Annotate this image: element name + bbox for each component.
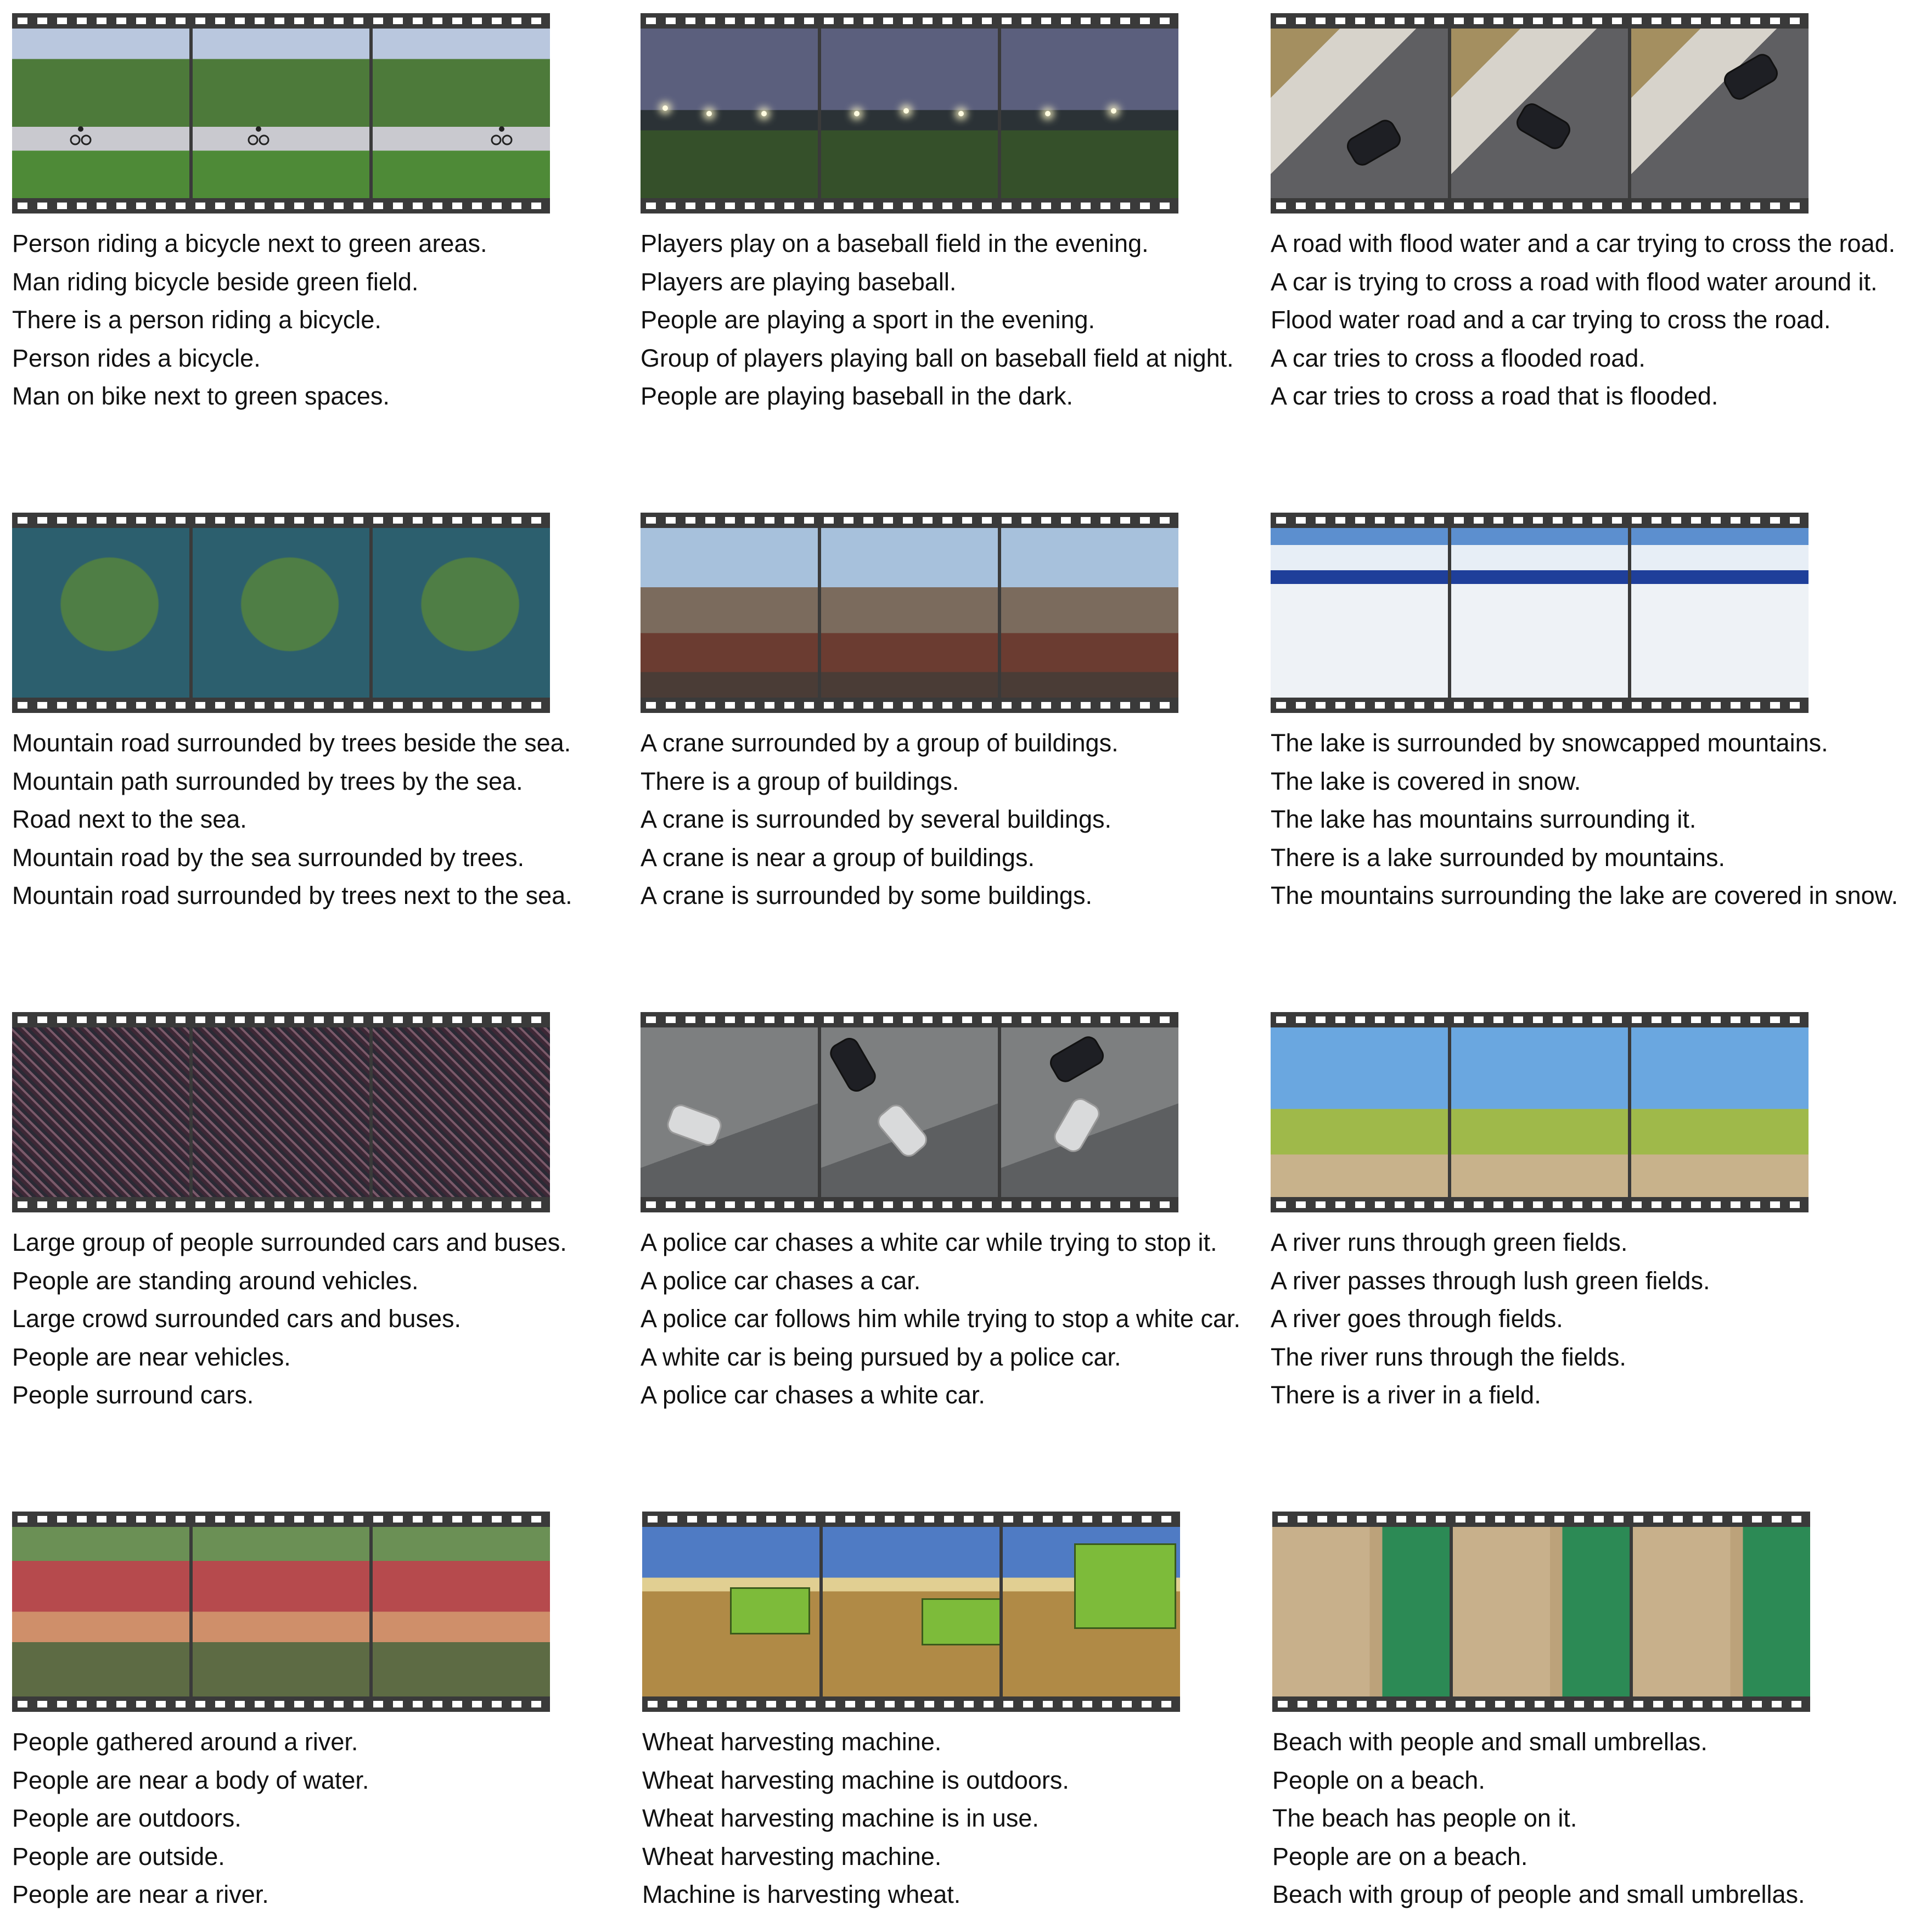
caption-list (641, 1223, 1266, 1414)
caption: There is a group of buildings. (641, 767, 959, 795)
video-frame-2 (1451, 29, 1628, 198)
caption: Flood water road and a car trying to cross the road. (1271, 306, 1831, 334)
sprocket-holes (1271, 13, 1809, 29)
caption: A police car chases a white car while trying to stop it. (641, 1228, 1217, 1256)
caption-list (12, 724, 638, 915)
sprocket-holes (12, 13, 550, 29)
video-frame-3 (1001, 1027, 1178, 1197)
caption: Person rides a bicycle. (12, 344, 261, 372)
caption: Wheat harvesting machine. (642, 1728, 942, 1756)
caption: Man riding bicycle beside green field. (12, 267, 419, 296)
sprocket-holes (1271, 198, 1809, 214)
caption: Players are playing baseball. (641, 267, 957, 296)
car-icon (873, 1100, 931, 1161)
sprocket-holes (12, 1197, 550, 1212)
panel-cyclist (12, 13, 638, 415)
caption-list (641, 224, 1266, 415)
caption: Group of players playing ball on baseball field at night. (641, 344, 1234, 372)
caption: People are outside. (12, 1842, 225, 1870)
caption: People are near a river. (12, 1880, 269, 1908)
video-frame-3 (1001, 29, 1178, 198)
video-frame-3 (1003, 1527, 1180, 1696)
harvester-icon (922, 1598, 1000, 1645)
panel-wheat-harvest (642, 1512, 1268, 1914)
caption-list (641, 724, 1266, 915)
panel-river-fields (1271, 1012, 1896, 1414)
caption: People are playing a sport in the evening. (641, 306, 1096, 334)
sprocket-holes (641, 1197, 1178, 1212)
filmstrip (641, 1012, 1178, 1212)
caption: People are near vehicles. (12, 1342, 291, 1371)
caption-list (1272, 1723, 1898, 1914)
video-frame-3 (1631, 29, 1809, 198)
caption: A police car chases a car. (641, 1266, 921, 1295)
sprocket-holes (1272, 1696, 1810, 1712)
panel-crane (641, 513, 1266, 915)
car-icon (1047, 1033, 1108, 1086)
video-frame-2 (193, 1527, 370, 1696)
cyclist-icon (70, 125, 92, 147)
caption: Wheat harvesting machine. (642, 1842, 942, 1870)
filmstrip (642, 1512, 1180, 1712)
video-frame-1 (1272, 1527, 1450, 1696)
video-frame-1 (12, 528, 189, 698)
caption: Players play on a baseball field in the evening. (641, 229, 1149, 257)
caption-list (12, 224, 638, 415)
caption: The lake is covered in snow. (1271, 767, 1581, 795)
caption: Wheat harvesting machine is outdoors. (642, 1766, 1069, 1794)
filmstrip (12, 1012, 550, 1212)
caption-list (1271, 224, 1896, 415)
caption-list (12, 1223, 638, 1414)
sprocket-holes (1271, 1012, 1809, 1027)
caption: A road with flood water and a car trying to cross the road. (1271, 229, 1896, 257)
caption: A river passes through lush green fields. (1271, 1266, 1710, 1295)
caption: People surround cars. (12, 1381, 254, 1409)
sprocket-holes (12, 1012, 550, 1027)
caption: A car tries to cross a flooded road. (1271, 344, 1645, 372)
filmstrip (641, 513, 1178, 713)
caption: A river goes through fields. (1271, 1305, 1563, 1333)
video-frame-2 (193, 528, 370, 698)
sprocket-holes (1271, 698, 1809, 713)
sprocket-holes (1271, 1197, 1809, 1212)
car-icon (1721, 50, 1782, 103)
sprocket-holes (642, 1696, 1180, 1712)
filmstrip (641, 13, 1178, 214)
panel-baseball (641, 13, 1266, 415)
car-icon (1343, 116, 1404, 169)
caption: A crane is near a group of buildings. (641, 843, 1035, 872)
video-frame-3 (373, 1527, 550, 1696)
caption: There is a person riding a bicycle. (12, 306, 381, 334)
video-frame-3 (373, 29, 550, 198)
panel-police-chase (641, 1012, 1266, 1414)
caption-list (1271, 1223, 1896, 1414)
video-frame-1 (12, 29, 189, 198)
caption: A car tries to cross a road that is flooded. (1271, 382, 1718, 410)
video-frame-2 (1453, 1527, 1630, 1696)
caption: A car is trying to cross a road with flood water around it. (1271, 267, 1878, 296)
filmstrip (1272, 1512, 1810, 1712)
caption-list (12, 1723, 638, 1914)
video-frame-1 (641, 528, 818, 698)
caption: The beach has people on it. (1272, 1804, 1577, 1832)
caption: There is a river in a field. (1271, 1381, 1541, 1409)
panel-forest-road (12, 513, 638, 915)
caption: The river runs through the fields. (1271, 1342, 1626, 1371)
filmstrip (12, 1512, 550, 1712)
caption: People are playing baseball in the dark. (641, 382, 1074, 410)
caption: The mountains surrounding the lake are covered in snow. (1271, 881, 1899, 909)
sprocket-holes (12, 513, 550, 528)
car-icon (1051, 1094, 1103, 1155)
sprocket-holes (12, 698, 550, 713)
video-frame-1 (12, 1027, 189, 1197)
video-frame-2 (823, 1527, 1000, 1696)
filmstrip (1271, 513, 1809, 713)
video-frame-1 (1271, 29, 1448, 198)
caption: Machine is harvesting wheat. (642, 1880, 961, 1908)
caption: People are near a body of water. (12, 1766, 369, 1794)
caption: A police car chases a white car. (641, 1381, 985, 1409)
caption: People are on a beach. (1272, 1842, 1528, 1870)
car-icon (826, 1034, 879, 1095)
filmstrip (12, 13, 550, 214)
caption: A crane surrounded by a group of buildings. (641, 729, 1119, 757)
video-frame-3 (373, 528, 550, 698)
caption: Person riding a bicycle next to green areas. (12, 229, 487, 257)
cyclist-icon (491, 125, 513, 147)
video-frame-1 (641, 1027, 818, 1197)
video-frame-2 (821, 29, 998, 198)
harvester-icon (730, 1587, 810, 1634)
video-frame-2 (821, 1027, 998, 1197)
caption: Beach with group of people and small umbrellas. (1272, 1880, 1805, 1908)
video-frame-1 (1271, 528, 1448, 698)
video-frame-3 (1633, 1527, 1810, 1696)
car-icon (664, 1102, 724, 1148)
sprocket-holes (1271, 513, 1809, 528)
panel-snow-lake (1271, 513, 1899, 915)
video-frame-1 (641, 29, 818, 198)
sprocket-holes (12, 1512, 550, 1527)
caption-list (642, 1723, 1268, 1914)
caption: Mountain path surrounded by trees by the sea. (12, 767, 523, 795)
caption: A crane is surrounded by several buildings. (641, 805, 1111, 833)
caption: There is a lake surrounded by mountains. (1271, 843, 1725, 872)
caption: People gathered around a river. (12, 1728, 358, 1756)
panel-beach (1272, 1512, 1898, 1914)
video-frame-3 (373, 1027, 550, 1197)
sprocket-holes (1272, 1512, 1810, 1527)
caption: A crane is surrounded by some buildings. (641, 881, 1092, 909)
cyclist-icon (248, 125, 269, 147)
video-frame-3 (1631, 1027, 1809, 1197)
caption: A police car follows him while trying to stop a white car. (641, 1305, 1240, 1333)
sprocket-holes (641, 1012, 1178, 1027)
video-frame-2 (1451, 1027, 1628, 1197)
caption: The lake has mountains surrounding it. (1271, 805, 1697, 833)
video-frame-3 (1631, 528, 1809, 698)
video-frame-2 (1451, 528, 1628, 698)
caption: Road next to the sea. (12, 805, 247, 833)
caption-list (1271, 724, 1899, 915)
sprocket-holes (641, 198, 1178, 214)
video-frame-3 (1001, 528, 1178, 698)
caption: Beach with people and small umbrellas. (1272, 1728, 1708, 1756)
sprocket-holes (12, 198, 550, 214)
caption: People are outdoors. (12, 1804, 242, 1832)
panel-flood (1271, 13, 1896, 415)
filmstrip (12, 513, 550, 713)
caption: Large crowd surrounded cars and buses. (12, 1305, 461, 1333)
caption: Wheat harvesting machine is in use. (642, 1804, 1039, 1832)
caption: Mountain road surrounded by trees next to the sea. (12, 881, 572, 909)
caption: A white car is being pursued by a police car. (641, 1342, 1121, 1371)
video-frame-2 (821, 528, 998, 698)
video-frame-1 (1271, 1027, 1448, 1197)
car-icon (1513, 100, 1574, 153)
filmstrip (1271, 13, 1809, 214)
video-frame-1 (12, 1527, 189, 1696)
caption: People are standing around vehicles. (12, 1266, 419, 1295)
panel-crowd (12, 1012, 638, 1414)
caption: A river runs through green fields. (1271, 1228, 1628, 1256)
video-frame-2 (193, 29, 370, 198)
panel-river-gathering (12, 1512, 638, 1914)
harvester-icon (1074, 1543, 1176, 1629)
caption: Large group of people surrounded cars and buses. (12, 1228, 567, 1256)
sprocket-holes (641, 513, 1178, 528)
caption: The lake is surrounded by snowcapped mountains. (1271, 729, 1828, 757)
filmstrip (1271, 1012, 1809, 1212)
video-frame-2 (193, 1027, 370, 1197)
sprocket-holes (641, 13, 1178, 29)
caption: Man on bike next to green spaces. (12, 382, 390, 410)
sprocket-holes (641, 698, 1178, 713)
caption: People on a beach. (1272, 1766, 1485, 1794)
caption: Mountain road surrounded by trees beside the sea. (12, 729, 571, 757)
caption: Mountain road by the sea surrounded by trees. (12, 843, 525, 872)
video-frame-1 (642, 1527, 819, 1696)
sprocket-holes (642, 1512, 1180, 1527)
sprocket-holes (12, 1696, 550, 1712)
